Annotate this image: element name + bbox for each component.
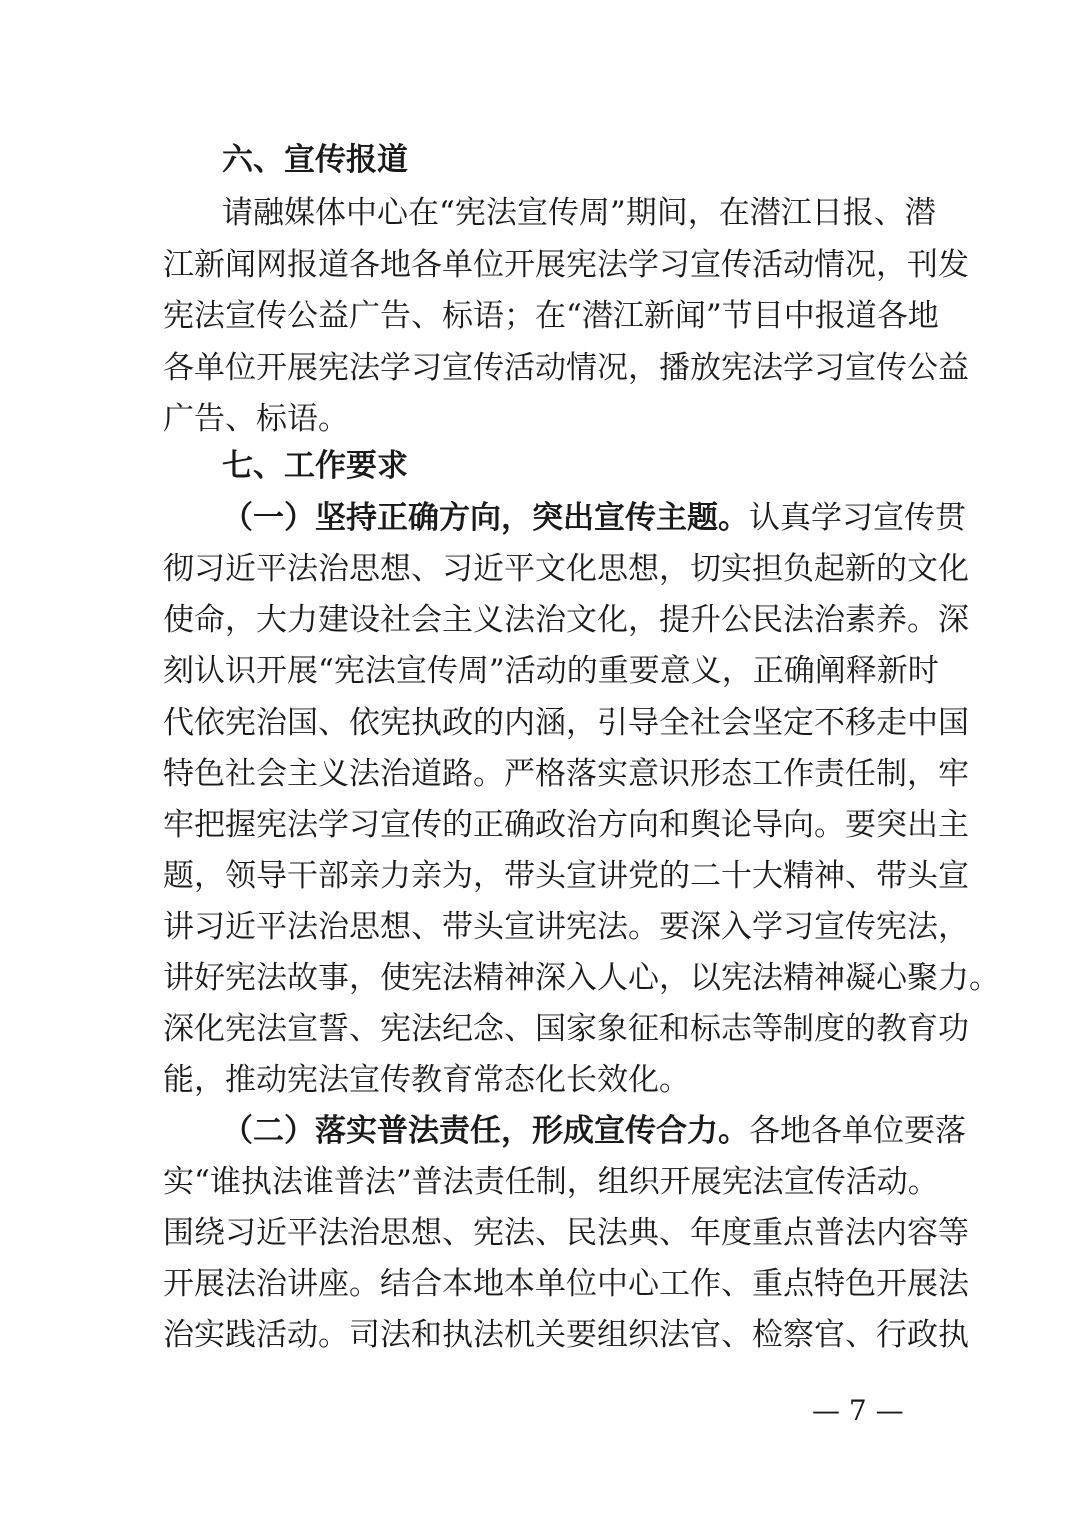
body-line: 治实践活动。司法和执法机关要组织法官、检察官、行政执 xyxy=(163,1317,969,1353)
page-number: — 7 — xyxy=(812,1394,904,1427)
body-line: 使命，大力建设社会主义法治文化，提升公民法治素养。深 xyxy=(163,602,969,638)
paragraph-lead: （二）落实普法责任，形成宣传合力。 xyxy=(222,1113,749,1149)
body-line: 宪法宣传公益广告、标语；在“潜江新闻”节目中报道各地 xyxy=(163,298,939,334)
body-line: 牢把握宪法学习宣传的正确政治方向和舆论导向。要突出主 xyxy=(163,807,969,843)
paragraph-lead: （一）坚持正确方向，突出宣传主题。 xyxy=(222,500,749,536)
body-line: 特色社会主义法治道路。严格落实意识形态工作责任制，牢 xyxy=(163,756,969,792)
body-line: 刻认识开展“宪法宣传周”活动的重要意义，正确阐释新时 xyxy=(163,653,939,689)
body-line: 广告、标语。 xyxy=(163,401,349,437)
body-line: 江新闻网报道各地各单位开展宪法学习宣传活动情况，刊发 xyxy=(163,247,969,283)
paragraph-first-line xyxy=(222,1113,966,1149)
body-line: 讲习近平法治思想、带头宣讲宪法。要深入学习宣传宪法， xyxy=(163,909,969,945)
section-heading-publicity: 六、宣传报道 xyxy=(222,142,408,178)
body-line: 各单位开展宪法学习宣传活动情况，播放宪法学习宣传公益 xyxy=(163,350,969,386)
body-line: 题，领导干部亲力亲为，带头宣讲党的二十大精神、带头宣 xyxy=(163,858,969,894)
body-line: 开展法治讲座。结合本地本单位中心工作、重点特色开展法 xyxy=(163,1266,969,1302)
paragraph-lead-rest: 各地各单位要落 xyxy=(749,1113,966,1149)
paragraph-lead-rest: 认真学习宣传贯 xyxy=(749,500,966,536)
section-heading-requirements: 七、工作要求 xyxy=(222,448,408,484)
body-line: 实“谁执法谁普法”普法责任制，组织开展宪法宣传活动。 xyxy=(163,1164,939,1200)
body-line: 深化宪法宣誓、宪法纪念、国家象征和标志等制度的教育功 xyxy=(163,1011,969,1047)
body-line: 讲好宪法故事，使宪法精神深入人心，以宪法精神凝心聚力。 xyxy=(163,960,1000,996)
paragraph-first-line xyxy=(222,500,966,536)
body-line: 代依宪治国、依宪执政的内涵，引导全社会坚定不移走中国 xyxy=(163,705,969,741)
body-line: 围绕习近平法治思想、宪法、民法典、年度重点普法内容等 xyxy=(163,1215,969,1251)
body-line: 请融媒体中心在“宪法宣传周”期间，在潜江日报、潜 xyxy=(222,195,936,231)
body-line: 彻习近平法治思想、习近平文化思想，切实担负起新的文化 xyxy=(163,551,969,587)
body-line: 能，推动宪法宣传教育常态化长效化。 xyxy=(163,1062,690,1098)
